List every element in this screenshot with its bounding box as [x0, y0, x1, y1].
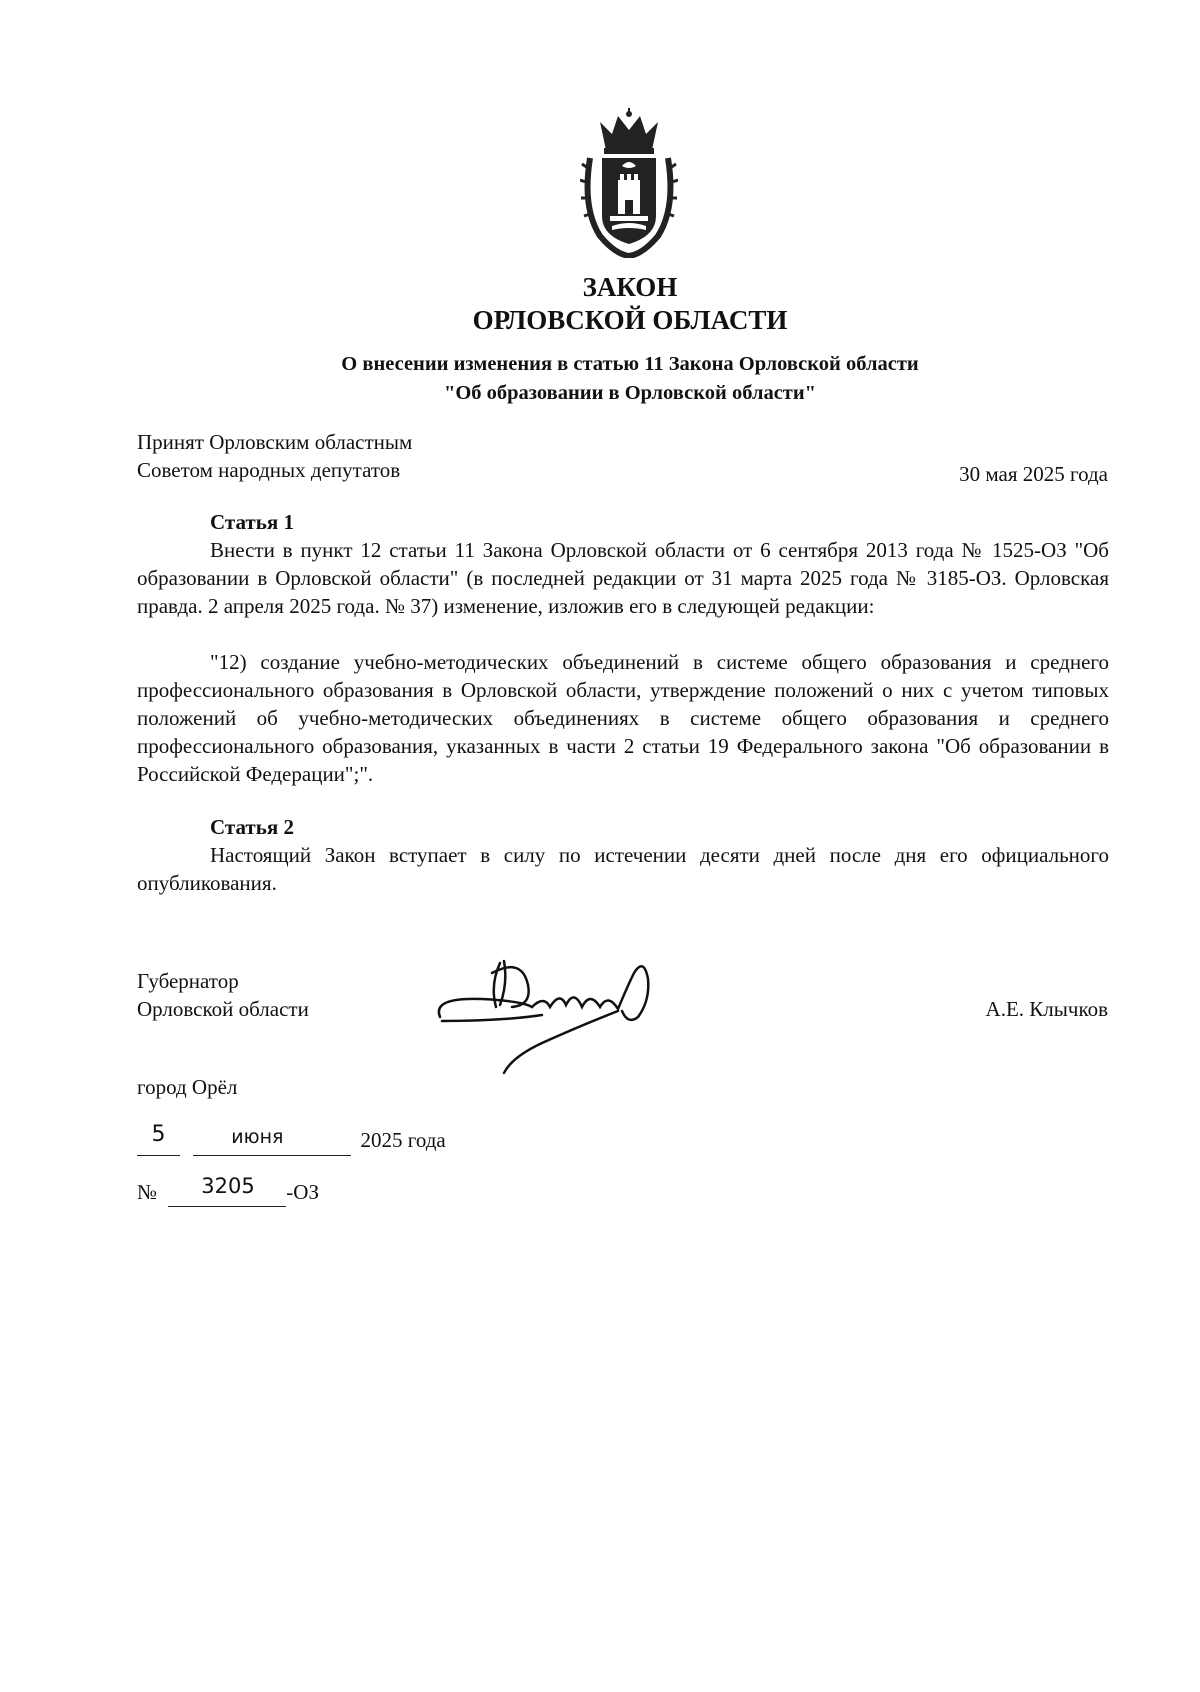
- document-title-line1: ЗАКОН: [582, 272, 678, 302]
- handwritten-number: 3205: [201, 1174, 255, 1198]
- document-subtitle-line2: "Об образовании в Орловской области": [443, 382, 817, 404]
- article-2-paragraph-1: Настоящий Закон вступает в силу по истечении десяти дней после дня его официального опубликования.: [137, 843, 1109, 895]
- article-1-heading: Статья 1: [210, 510, 294, 534]
- law-number-line: [137, 1174, 319, 1207]
- adoption-line1: Принят Орловским областным: [137, 430, 413, 454]
- adoption-line2: Советом народных депутатов: [137, 458, 401, 482]
- article-2-heading: Статья 2: [210, 815, 294, 839]
- handwritten-day: 5: [151, 1122, 166, 1147]
- handwritten-month: июня: [231, 1126, 284, 1148]
- adoption-date: 30 мая 2025 года: [959, 462, 1108, 486]
- signatory-position-line1: Губернатор: [137, 969, 239, 993]
- number-sign: №: [137, 1180, 158, 1204]
- document-subtitle-line1: О внесении изменения в статью 11 Закона Орловской области: [341, 353, 919, 375]
- signatory-position-line2: Орловской области: [137, 997, 309, 1021]
- article-1-paragraph-1: Внести в пункт 12 статьи 11 Закона Орловской области от 6 сентября 2013 года № 1525-ОЗ "Об образовании в Орловской области" (в последней редакции от 31 марта 2025 года № 3185-ОЗ. Орловская правда. 2 апреля 2025 года. № 37) изменение, изложив его в следующей редакции:: [137, 538, 1109, 618]
- date-year: 2025 года: [360, 1128, 446, 1152]
- coat-of-arms-emblem: [580, 108, 678, 258]
- city: город Орёл: [137, 1075, 238, 1099]
- number-suffix: -ОЗ: [286, 1180, 319, 1204]
- date-line: [137, 1122, 446, 1154]
- signatory-name: А.Е. Клычков: [985, 997, 1108, 1021]
- article-1-paragraph-2: "12) создание учебно-методических объединений в системе общего образования и среднего профессионального образования в Орловской области, утверждение положений о них с учетом типовых положений об учебно-методических объединениях в системе общего образования и среднего профессионального образования, указанных в части 2 статьи 19 Федерального закона "Об образовании в Российской Федерации";".: [137, 650, 1109, 786]
- handwritten-signature: [432, 955, 682, 1085]
- document-title-line2: ОРЛОВСКОЙ ОБЛАСТИ: [472, 305, 788, 335]
